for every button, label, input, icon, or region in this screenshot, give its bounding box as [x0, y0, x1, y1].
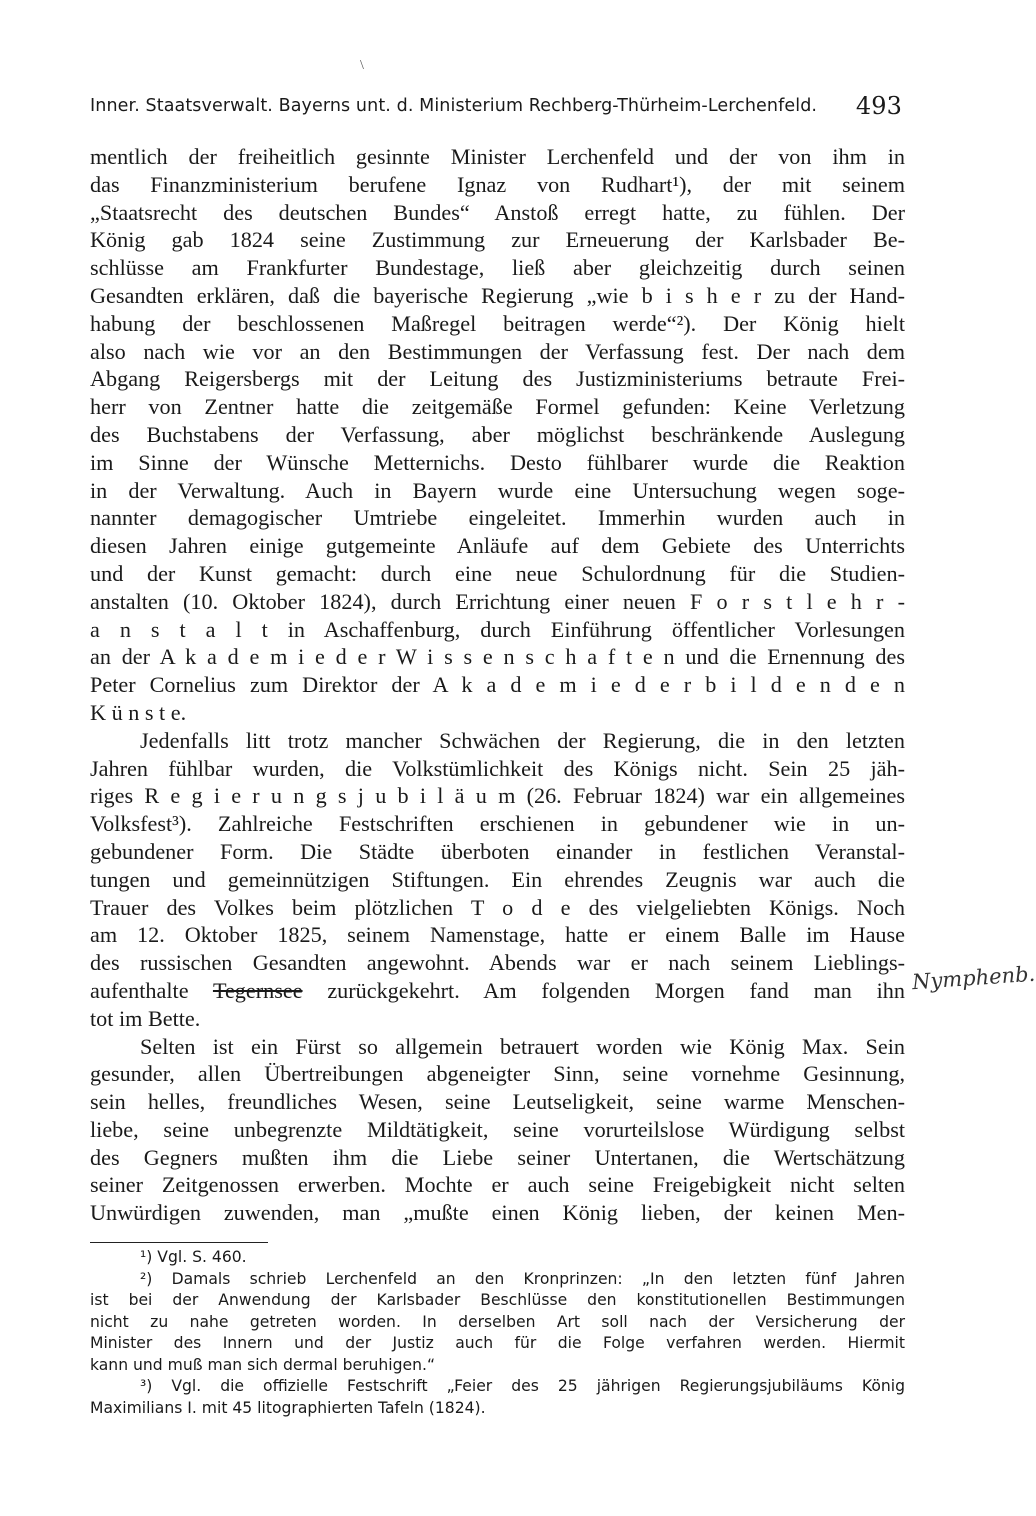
footnote-line: nicht zu nahe getreten worden. In derselben Art soll nach der Versicherung der	[90, 1312, 905, 1331]
text-line: anstalten (10. Oktober 1824), durch Errichtung einer neuen F o r s t l e h r -	[90, 588, 905, 614]
text-line: und der Kunst gemacht: durch eine neue Schulordnung für die Studien-	[90, 560, 905, 586]
text-line: tungen und gemeinnützigen Stiftungen. Ein ehrendes Zeugnis war auch die	[90, 866, 905, 892]
text-line: Jahren fühlbar wurden, die Volkstümlichkeit des Königs nicht. Sein 25 jäh-	[90, 755, 905, 781]
footnote-line: Minister des Innern und der Justiz auch für die Folge verfahren werden. Hiermit	[90, 1334, 905, 1352]
text-line: im Sinne der Wünsche Metternichs. Desto fühlbarer wurde die Reaktion	[90, 449, 905, 475]
text-line: das Finanzministerium berufene Ignaz von Rudhart¹), der mit seinem	[90, 171, 905, 197]
text-line: a n s t a l t in Aschaffenburg, durch Einführung öffentlicher Vorlesungen	[90, 616, 905, 642]
paragraph	[90, 727, 905, 1033]
text-line: Volksfest³). Zahlreiche Festschriften erschienen in gebundener wie in un-	[90, 811, 905, 837]
text-line: riges R e g i e r u n g s j u b i l ä u m (26. Februar 1824) war ein allgemeines	[90, 783, 905, 809]
text-line: am 12. Oktober 1825, seinem Namenstage, hatte er einem Balle im Hause	[90, 922, 905, 948]
footnote	[90, 1269, 905, 1377]
page-number: 493	[855, 92, 902, 120]
paragraph	[90, 143, 905, 727]
text-line: mentlich der freiheitlich gesinnte Minister Lerchenfeld und der von ihm in	[90, 144, 905, 169]
text-line: Unwürdigen zuwenden, man „mußte einen König lieben, der keinen Men-	[90, 1200, 905, 1226]
text-line: Gesandten erklären, daß die bayerische Regierung „wie b i s h e r zu der Hand-	[90, 282, 905, 308]
paragraph	[90, 1033, 905, 1228]
running-header	[90, 92, 910, 126]
text-line: liebe, seine unbegrenzte Mildtätigkeit, seine vorurteilslose Würdigung selbst	[90, 1116, 905, 1142]
text-line: König gab 1824 seine Zustimmung zur Erneuerung der Karlsbader Be-	[90, 227, 905, 253]
text-line: gebundener Form. Die Städte überboten einander in festlichen Veranstal-	[90, 838, 905, 864]
text-line: des Gegners mußten ihm die Liebe seiner Untertanen, die Wertschätzung	[90, 1144, 905, 1170]
text-line: an der A k a d e m i e d e r W i s s e n s c h a f t e n und die Ernennung des	[90, 644, 905, 670]
text-line: also nach wie vor an den Bestimmungen der Verfassung fest. Der nach dem	[90, 338, 905, 364]
footnote-line: ²) Damals schrieb Lerchenfeld an den Kronprinzen: „In den letzten fünf Jahren	[140, 1269, 905, 1288]
text-line: schlüsse am Frankfurter Bundestage, ließ aber gleichzeitig durch seinen	[90, 255, 905, 281]
stray-mark: \	[360, 58, 364, 73]
text-line: tot im Bette.	[90, 1005, 201, 1031]
footnote-line: ist bei der Anwendung der Karlsbader Beschlüsse den konstitutionellen Bestimmungen	[90, 1291, 905, 1309]
text-line: Abgang Reigersbergs mit der Leitung des Justizministeriums betraute Frei-	[90, 366, 905, 392]
running-title: Inner. Staatsverwalt. Bayerns unt. d. Ministerium Rechberg-Thürheim-Lerchenfeld.	[90, 96, 818, 116]
text-line: „Staatsrecht des deutschen Bundes“ Anstoß erregt hatte, zu fühlen. Der	[90, 199, 905, 225]
handwritten-margin-note: Nymphenb.	[911, 961, 1036, 995]
text-line: nannter demagogischer Umtriebe eingeleitet. Immerhin wurden auch in	[90, 505, 905, 531]
struck-word: Tegernsee	[212, 977, 303, 1003]
text-line: des russischen Gesandten angewohnt. Abends war er nach seinem Lieblings-	[90, 950, 905, 976]
text-line: herr von Zentner hatte die zeitgemäße Formel gefunden: Keine Verletzung	[90, 394, 905, 420]
footnote-line: ³) Vgl. die offizielle Festschrift „Feier des 25 jährigen Regierungsjubiläums König	[140, 1377, 905, 1395]
text-line: habung der beschlossenen Maßregel beitragen werde“²). Der König hielt	[90, 310, 905, 336]
text-line: K ü n s t e.	[90, 699, 187, 725]
footnote-line: Maximilians I. mit 45 litographierten Tafeln (1824).	[90, 1398, 486, 1417]
footnote	[90, 1376, 905, 1419]
footnotes	[90, 1242, 905, 1419]
body-text	[90, 143, 905, 1227]
text-line: seiner Zeitgenossen erwerben. Mochte er auch seine Freigebigkeit nicht selten	[90, 1172, 905, 1198]
text-line: des Buchstabens der Verfassung, aber möglichst beschränkende Auslegung	[90, 421, 905, 447]
text-line: Trauer des Volkes beim plötzlichen T o d e des vielgeliebten Königs. Noch	[90, 894, 905, 920]
text-line: sein helles, freundliches Wesen, seine Leutseligkeit, seine warme Menschen-	[90, 1089, 905, 1115]
text-line-with-correction: aufenthalte Tegernsee zurückgekehrt. Am folgenden Morgen fand man ihn	[90, 977, 905, 1003]
footnote-line: kann und muß man sich dermal beruhigen.“	[90, 1355, 436, 1374]
text-line: gesunder, allen Übertreibungen abgeneigter Sinn, seine vornehme Gesinnung,	[90, 1061, 905, 1087]
text-line: Jedenfalls litt trotz mancher Schwächen der Regierung, die in den letzten	[140, 727, 905, 753]
footnote: ¹) Vgl. S. 460.	[140, 1248, 247, 1266]
text-line: diesen Jahren einige gutgemeinte Anläufe auf dem Gebiete des Unterrichts	[90, 533, 905, 559]
text-line: Peter Cornelius zum Direktor der A k a d e m i e d e r b i l d e n d e n	[90, 672, 905, 698]
text-line: in der Verwaltung. Auch in Bayern wurde eine Untersuchung wegen soge-	[90, 477, 905, 503]
text-line: Selten ist ein Fürst so allgemein betrauert worden wie König Max. Sein	[140, 1033, 905, 1059]
footnote-rule	[90, 1242, 268, 1243]
